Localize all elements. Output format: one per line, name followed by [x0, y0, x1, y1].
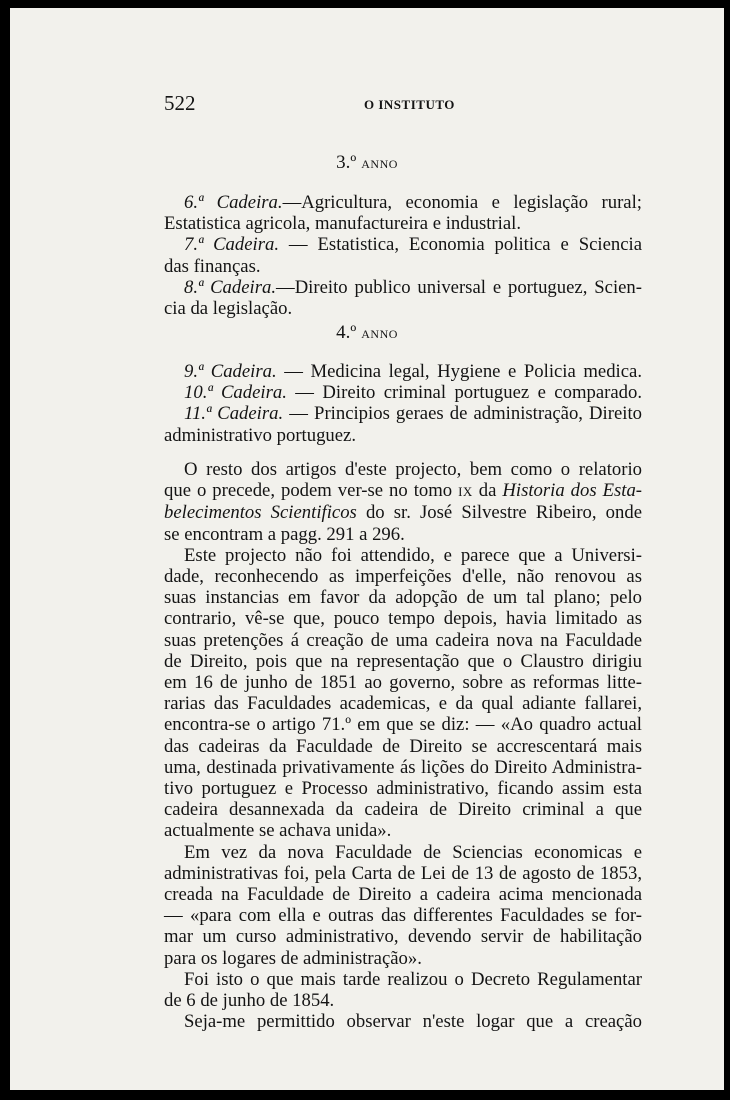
p3-line: administrativas foi, pela Carta de Lei de 13 de agosto de 1853, [164, 862, 642, 884]
body-text [164, 459, 642, 1032]
p3-line: Em vez da nova Faculdade de Sciencias economicas e [184, 841, 642, 863]
course-8-line-1: 8.ª Cadeira.—Direito publico universal e portuguez, Scien- [184, 276, 643, 298]
section-heading-4-anno: 4.º ANNO [336, 322, 398, 343]
p2-line: suas instancias em favor da adopção de um tal plano; pelo [164, 587, 642, 609]
p1-line-2: que o precede, podem ver-se no tomo IX da Historia dos Esta- [164, 480, 643, 502]
course-8-line-2: cia da legislação. [164, 298, 293, 320]
section-heading-3-anno: 3.º ANNO [336, 152, 398, 173]
p1-line-3: belecimentos Scientificos do sr. José Silvestre Ribeiro, onde [164, 502, 642, 524]
page-header [164, 91, 464, 121]
p2-line: em 16 de junho de 1851 ao governo, sobre as reformas litte- [164, 672, 642, 694]
course-10-line-1: 10.ª Cadeira. — Direito criminal portuguez e comparado. [184, 382, 642, 404]
course-7-line-2: das finanças. [164, 255, 261, 277]
course-7-line-1: 7.ª Cadeira. — Estatistica, Economia politica e Sciencia [184, 234, 643, 256]
p5-line: Seja-me permittido observar n'este logar que a creação [184, 1011, 642, 1033]
book-page [10, 8, 724, 1090]
p2-line: uma, destinada privativamente ás lições do Direito Administra- [164, 756, 642, 778]
p2-line: dade, reconhecendo as imperfeições d'elle, não renovou as [164, 566, 642, 588]
p1-line-1: O resto dos artigos d'este projecto, bem como o relatorio [184, 459, 642, 480]
year4-course-list [164, 361, 642, 446]
p2-line: suas pretenções á creação de uma cadeira nova na Faculdade [164, 629, 642, 651]
course-6-line-2: Estatistica agricola, manufactureira e industrial. [164, 213, 521, 235]
page-number: 522 [164, 91, 196, 115]
course-6-line-1: 6.ª Cadeira.—Agricultura, economia e legislação rural; [184, 192, 642, 213]
p2-line: Este projecto não foi attendido, e parece que a Universi- [184, 544, 642, 566]
p1-line-4: se encontram a pagg. 291 a 296. [164, 523, 405, 545]
p4-line: Foi isto o que mais tarde realizou o Decreto Regulamentar [184, 968, 642, 990]
course-11-line-2: administrativo portuguez. [164, 424, 357, 446]
p2-line: actualmente se achava unida». [164, 820, 392, 842]
p2-line: rarias das Faculdades academicas, e da qual adiante fallarei, [164, 693, 642, 715]
p2-line: contrario, vê-se que, pouco tempo depois, havia limitado as [164, 608, 642, 630]
p2-line: de Direito, pois que na representação que o Claustro dirigiu [164, 650, 642, 672]
p3-line: para os logares de administração». [164, 947, 422, 969]
p2-line: das cadeiras da Faculdade de Direito se accrescentará mais [164, 735, 642, 757]
p2-line: tivo portuguez e Processo administrativo, ficando assim esta [164, 778, 642, 800]
p3-line: creada na Faculdade de Direito a cadeira acima mencionada [164, 884, 642, 906]
course-9-line-1: 9.ª Cadeira. — Medicina legal, Hygiene e Policia medica. [184, 361, 642, 382]
p2-line: cadeira desannexada da cadeira de Direito criminal a que [164, 799, 642, 821]
course-11-line-1: 11.ª Cadeira. — Principios geraes de administração, Direito [184, 403, 642, 425]
p3-line: mar um curso administrativo, devendo servir de habilitação [164, 926, 642, 948]
p2-line: encontra-se o artigo 71.º em que se diz: — «Ao quadro actual [164, 714, 642, 736]
p4-line: de 6 de junho de 1854. [164, 990, 335, 1012]
running-title: O INSTITUTO [364, 97, 455, 112]
year3-course-list [164, 192, 642, 319]
p3-line: — «para com ella e outras das differentes Faculdades se for- [164, 905, 642, 927]
